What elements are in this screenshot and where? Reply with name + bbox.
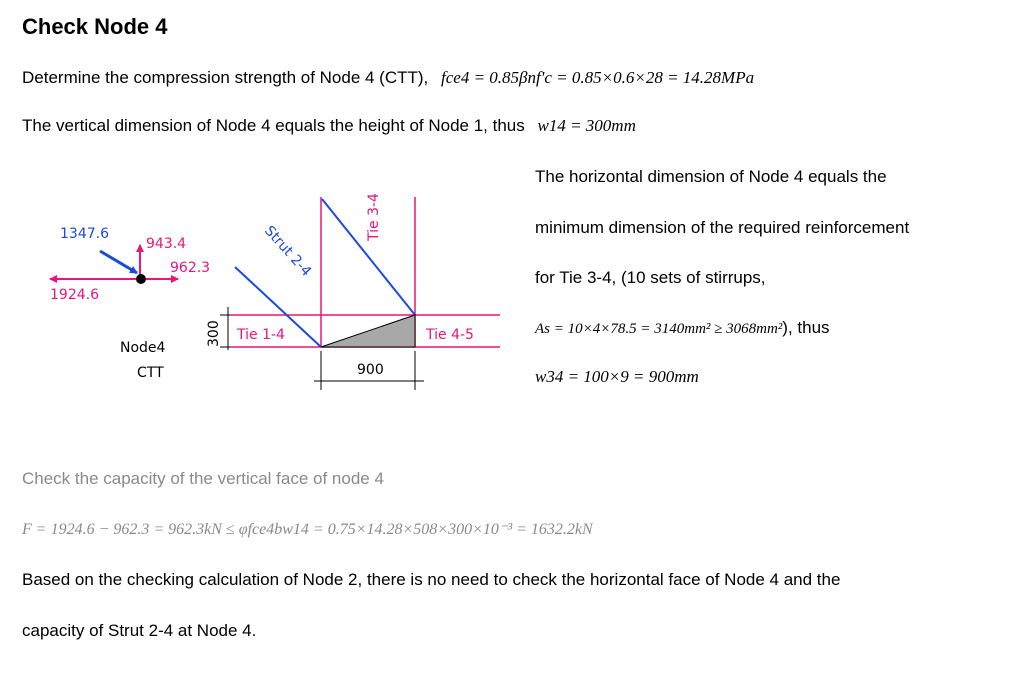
right-line-3: for Tie 3-4, (10 sets of stirrups, [535, 268, 766, 287]
node-type-label: CTT [137, 365, 164, 381]
node-label: Node4 [120, 340, 166, 356]
right-line-4-suffix: ), thus [782, 318, 830, 337]
page-title: Check Node 4 [22, 14, 168, 39]
node4-point [136, 274, 146, 284]
para2 [22, 116, 636, 136]
para1 [22, 68, 754, 88]
force-arrow-1347 [100, 251, 137, 273]
para2-formula: w14 = 300mm [537, 116, 636, 135]
node-zone-triangle [321, 315, 415, 347]
force-label-943: 943.4 [146, 236, 187, 252]
right-line-4 [535, 318, 830, 338]
strut-2-4-label: Strut 2-4 [261, 222, 315, 280]
para2-text: The vertical dimension of Node 4 equals the height of Node 1, thus [22, 116, 525, 135]
dim-300-label: 300 [206, 320, 222, 347]
as-formula: As = 10×4×78.5 = 3140mm² ≥ 3068mm² [535, 321, 783, 337]
force-label-1924: 1924.6 [50, 287, 99, 303]
tie-4-5-label: Tie 4-5 [426, 327, 474, 343]
w34-formula: w34 = 100×9 = 900mm [535, 367, 699, 386]
right-line-5 [535, 367, 699, 387]
dim-900-label: 900 [357, 362, 384, 378]
tie-1-4-label: Tie 1-4 [237, 327, 285, 343]
force-label-1347: 1347.6 [60, 226, 109, 242]
node4-diagram [40, 175, 510, 405]
tie-3-4-label: Tie 3-4 [366, 193, 382, 241]
force-label-962: 962.3 [170, 260, 211, 276]
para1-formula: fce4 = 0.85βnf'c = 0.85×0.6×28 = 14.28MPa [441, 68, 755, 87]
right-line-1: The horizontal dimension of Node 4 equals the [535, 167, 887, 186]
check-heading: Check the capacity of the vertical face of node 4 [22, 469, 384, 488]
conclusion-line-1: Based on the checking calculation of Node 2, there is no need to check the horizontal face of Node 4 and the [22, 570, 841, 589]
conclusion-line-2: capacity of Strut 2-4 at Node 4. [22, 621, 257, 640]
right-line-2: minimum dimension of the required reinforcement [535, 218, 910, 237]
para1-text: Determine the compression strength of Node 4 (CTT), [22, 68, 429, 87]
check-formula: F = 1924.6 − 962.3 = 962.3kN ≤ φfce4bw14 = 0.75×14.28×508×300×10⁻³ = 1632.2kN [22, 521, 593, 538]
